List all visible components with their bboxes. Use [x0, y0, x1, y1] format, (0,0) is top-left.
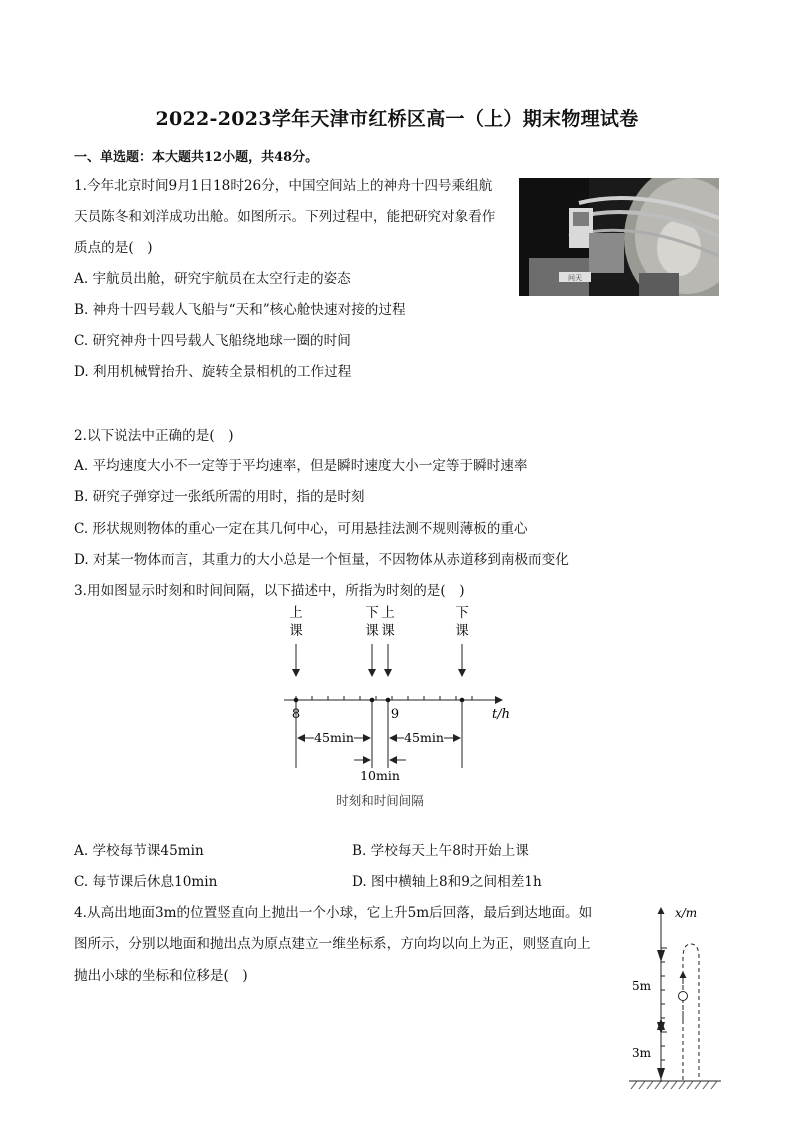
label-shang-2: 上 — [381, 605, 395, 621]
label-ke-3: 课 — [381, 623, 395, 639]
tick-9: 9 — [390, 707, 400, 722]
q2-option-b[interactable]: B. 研究子弹穿过一张纸所需的用时，指的是时刻 — [74, 489, 365, 505]
q1-option-b[interactable]: B. 神舟十四号载人飞船与“天和”核心舱快速对接的过程 — [74, 302, 406, 318]
axis-label-t: t/h — [492, 707, 510, 722]
q1-option-c[interactable]: C. 研究神舟十四号载人飞船绕地球一圈的时间 — [74, 333, 351, 349]
q1-option-a[interactable]: A. 宇航员出舱，研究宇航员在太空行走的姿态 — [74, 271, 351, 287]
q1-option-d[interactable]: D. 利用机械臂抬升、旋转全景相机的工作过程 — [74, 364, 352, 380]
q1-stem-line1: 1.今年北京时间9月1日18时26分，中国空间站上的神舟十四号乘组航 — [74, 178, 493, 194]
q2-option-d[interactable]: D. 对某一物体而言，其重力的大小总是一个恒量，不因物体从赤道移到南极而变化 — [74, 552, 569, 568]
interval-10min: 10min — [360, 768, 400, 783]
q2-option-a[interactable]: A. 平均速度大小不一定等于平均速率，但是瞬时速度大小一定等于瞬时速率 — [74, 458, 528, 474]
q4-stem-line3: 抛出小球的坐标和位移是( ) — [74, 968, 248, 984]
interval-45min-2: 45min — [404, 730, 444, 745]
label-xia-1: 下 — [365, 605, 379, 621]
space-station-photo — [519, 178, 719, 296]
label-shang-1: 上 — [289, 605, 303, 621]
label-ke-4: 课 — [455, 623, 469, 639]
q1-stem-line2: 天员陈冬和刘洋成功出舱。如图所示。下列过程中，能把研究对象看作 — [74, 209, 496, 225]
q2-stem: 2.以下说法中正确的是( ) — [74, 428, 234, 444]
label-ke-1: 课 — [289, 623, 303, 639]
timeline-figure — [270, 600, 520, 815]
q2-option-c[interactable]: C. 形状规则物体的重心一定在其几何中心，可用悬挂法测不规则薄板的重心 — [74, 521, 528, 537]
tick-8: 8 — [291, 707, 301, 722]
coordinate-figure — [625, 900, 735, 1095]
q3-option-c[interactable]: C. 每节课后休息10min — [74, 874, 218, 890]
figure-caption: 时刻和时间间隔 — [336, 793, 424, 808]
label-3m: 3m — [631, 1046, 651, 1060]
label-5m: 5m — [631, 979, 651, 993]
q3-option-d[interactable]: D. 图中横轴上8和9之间相差1h — [352, 874, 542, 890]
q4-stem-line1: 4.从高出地面3m的位置竖直向上抛出一个小球，它上升5m后回落，最后到达地面。如 — [74, 905, 593, 921]
photo-label: 问天 — [568, 274, 582, 282]
x-axis-label: x/m — [675, 906, 698, 920]
label-ke-2: 课 — [365, 623, 379, 639]
section-heading: 一、单选题：本大题共12小题，共48分。 — [74, 150, 319, 165]
q4-stem-line2: 图所示，分别以地面和抛出点为原点建立一维坐标系，方向均以向上为正，则竖直向上 — [74, 936, 591, 952]
q3-stem: 3.用如图显示时刻和时间间隔，以下描述中，所指为时刻的是( ) — [74, 583, 465, 599]
q3-option-b[interactable]: B. 学校每天上午8时开始上课 — [352, 843, 529, 859]
label-xia-2: 下 — [455, 605, 469, 621]
q1-stem-line3: 质点的是( ) — [74, 240, 153, 256]
q3-option-a[interactable]: A. 学校每节课45min — [74, 843, 204, 859]
interval-45min-1: 45min — [314, 730, 354, 745]
page-title: 2022-2023学年天津市红桥区高一（上）期末物理试卷 — [155, 108, 639, 130]
